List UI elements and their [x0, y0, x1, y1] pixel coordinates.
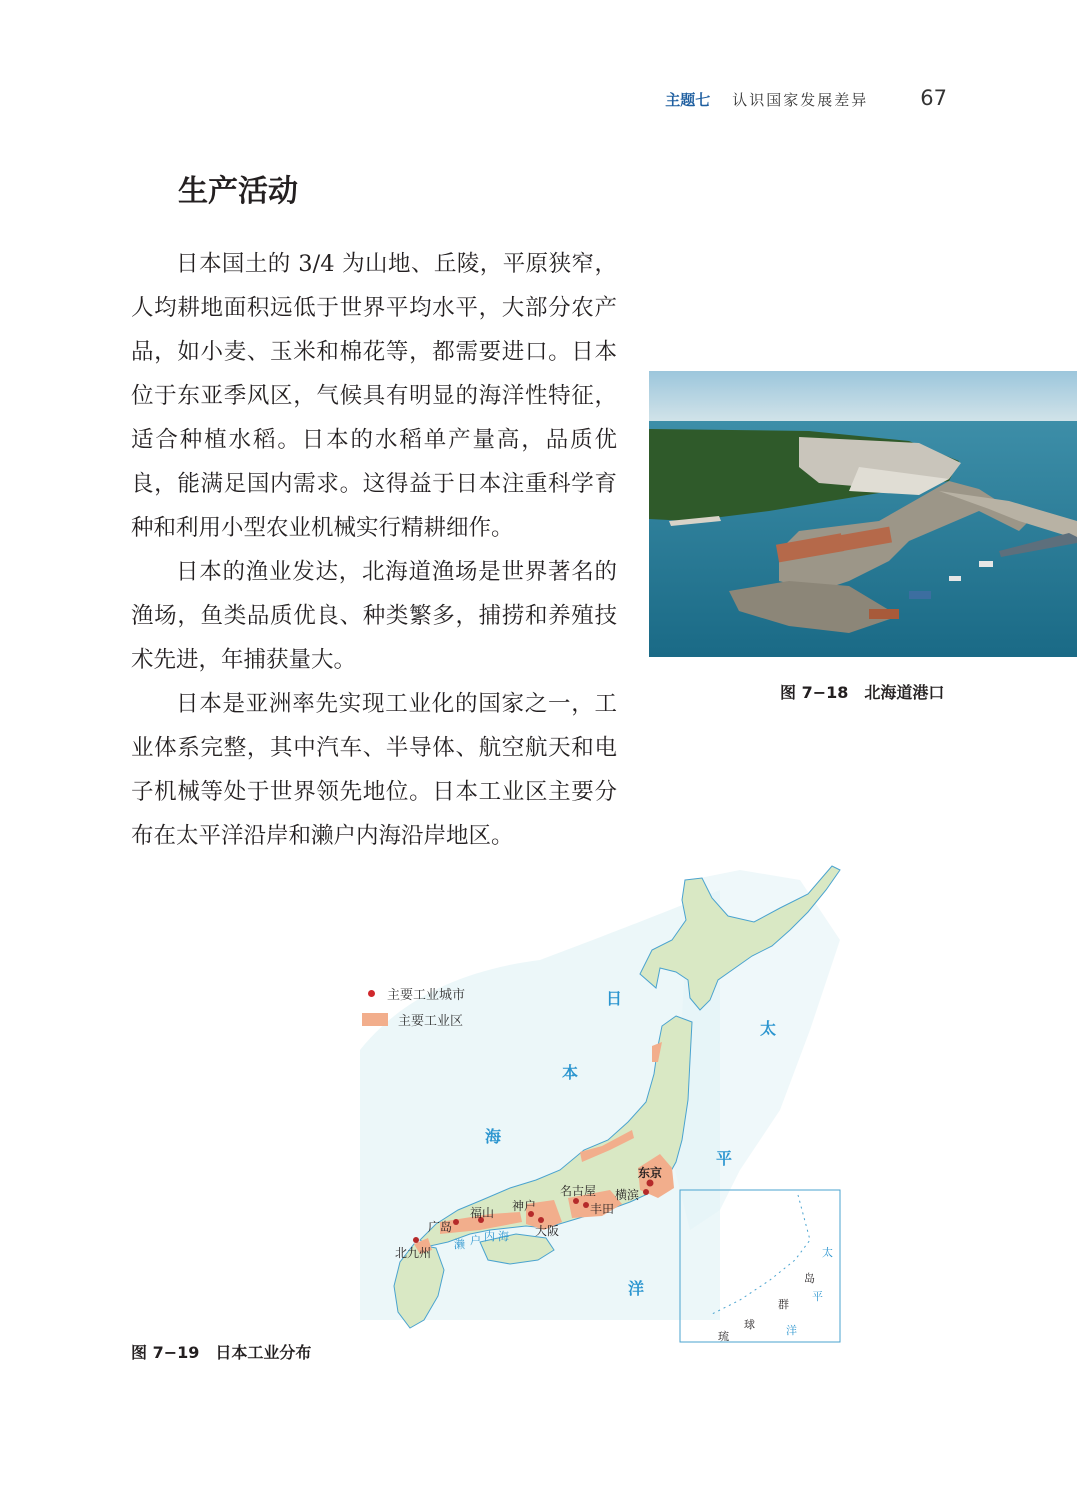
inset-pacific-2: 平 [812, 1290, 823, 1303]
hokkaido-port-photo [649, 371, 1077, 657]
paragraph-agriculture: 日本国土的 3/4 为山地、丘陵，平原狭窄，人均耕地面积远低于世界平均水平，大部分农产品，如小麦、玉米和棉花等，都需要进口。日本位于东亚季风区，气候具有明显的海洋性特征，适合种植水稻。日本的水稻单产量高，品质优良，能满足国内需求。这得益于日本注重科学育种和利用小型农业机械实行精耕细作。 [131, 251, 617, 541]
sea-label-japan-1: 日 [606, 989, 623, 1008]
inland-sea-4: 海 [498, 1230, 509, 1243]
city-label-toyota: 丰田 [590, 1202, 615, 1216]
legend-zone-row [362, 1006, 465, 1032]
legend-city-label: 主要工业城市 [387, 987, 466, 1003]
city-label-hiroshima: 广岛 [428, 1220, 453, 1234]
body-text [131, 242, 617, 858]
map-legend [362, 980, 465, 1032]
toyota-dot [583, 1202, 589, 1208]
page-number: 67 [920, 86, 947, 110]
inset-island-1: 琉 [718, 1330, 729, 1343]
page-header [665, 86, 947, 110]
zone-swatch-icon [362, 1013, 388, 1026]
inland-sea-1: 濑 [454, 1238, 465, 1251]
city-dot-icon [368, 990, 375, 997]
paragraph-industry: 日本是亚洲率先实现工业化的国家之一，工业体系完整，其中汽车、半导体、航空航天和电子机械等处于世界领先地位。日本工业区主要分布在太平洋沿岸和濑户内海沿岸地区。 [131, 691, 617, 849]
inset-pacific-1: 太 [822, 1246, 833, 1259]
topic-subtitle: 认识国家发展差异 [732, 91, 869, 109]
city-label-kitakyushu: 北九州 [395, 1246, 432, 1260]
figure-7-18-caption: 图 7−18 北海道港口 [780, 683, 945, 702]
sea-label-japan-3: 海 [485, 1127, 502, 1146]
inset-island-2: 球 [744, 1318, 755, 1331]
city-label-yokohama: 横滨 [615, 1188, 640, 1202]
inland-sea-3: 内 [484, 1230, 495, 1243]
city-label-nagoya: 名古屋 [560, 1184, 597, 1198]
sea-label-pacific-3: 洋 [628, 1279, 645, 1298]
inset-island-4: 岛 [804, 1272, 815, 1285]
sea-label-japan-2: 本 [562, 1063, 579, 1082]
kitakyushu-dot [413, 1237, 419, 1243]
city-label-fukuyama: 福山 [470, 1206, 495, 1220]
yokohama-dot [643, 1189, 649, 1195]
city-label-kobe: 神户 [512, 1199, 537, 1213]
figure-7-19-caption: 图 7−19 日本工业分布 [131, 1343, 312, 1362]
inset-pacific-3: 洋 [786, 1324, 797, 1337]
sea-label-pacific-2: 平 [716, 1149, 733, 1168]
inland-sea-2: 户 [470, 1234, 481, 1247]
city-label-osaka: 大阪 [535, 1224, 560, 1238]
section-title: 生产活动 [178, 174, 298, 209]
city-label-tokyo: 东京 [638, 1166, 663, 1180]
sea-label-pacific-1: 太 [760, 1019, 777, 1038]
legend-city-row [362, 980, 465, 1006]
legend-zone-label: 主要工业区 [398, 1013, 464, 1029]
paragraph-fishery: 日本的渔业发达，北海道渔场是世界著名的渔场，鱼类品质优良、种类繁多，捕捞和养殖技术先进，年捕获量大。 [131, 559, 617, 673]
topic-label: 主题七 [665, 91, 711, 109]
inset-island-3: 群 [778, 1298, 789, 1311]
hiroshima-dot [453, 1219, 459, 1225]
